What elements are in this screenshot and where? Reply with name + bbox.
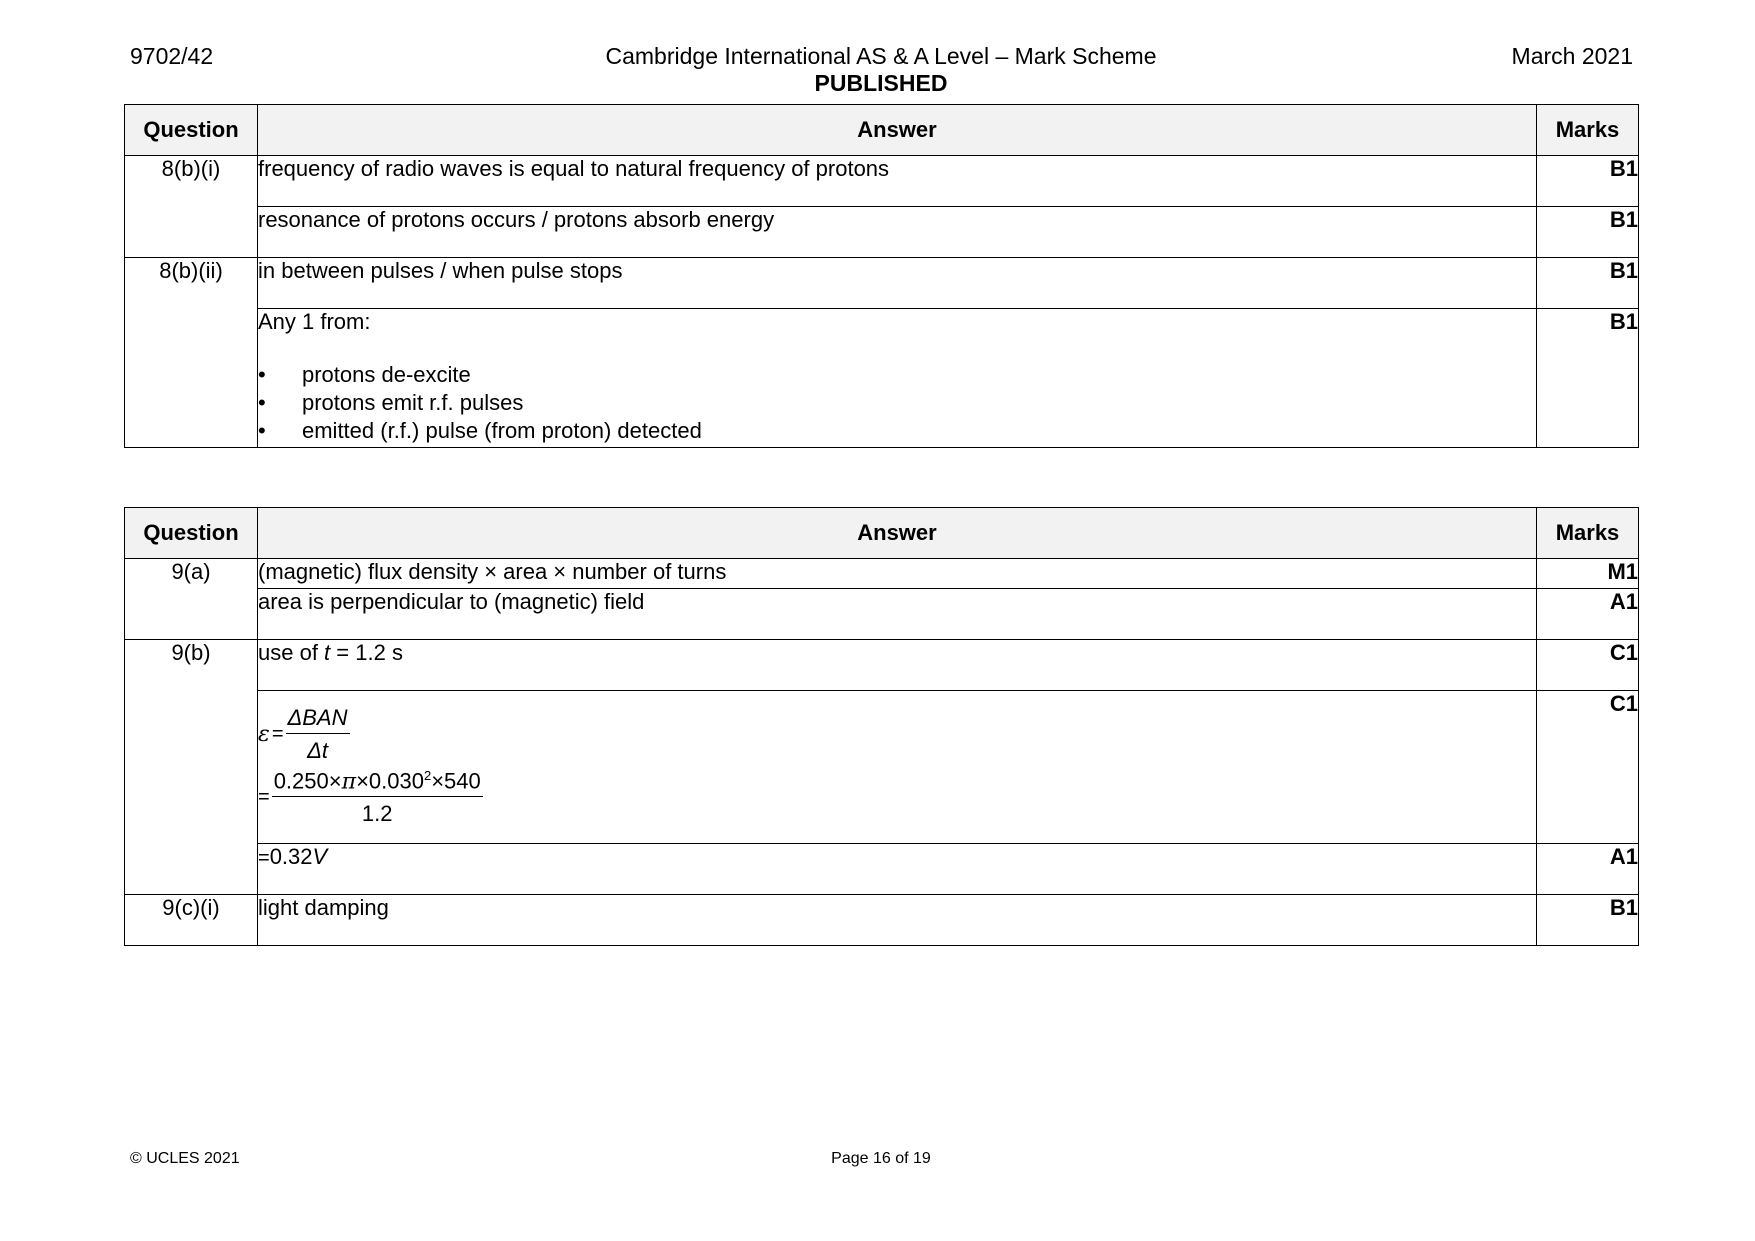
mark-cell: C1 xyxy=(1537,640,1639,691)
list-item: • protons emit r.f. pulses xyxy=(258,389,1536,417)
question-label: 8(b)(i) xyxy=(125,156,258,258)
list-item: • emitted (r.f.) pulse (from proton) detected xyxy=(258,417,1536,445)
any-one-from-label: Any 1 from: xyxy=(258,309,371,334)
equation-line-1 xyxy=(258,705,1536,764)
mark-cell: C1 xyxy=(1537,691,1639,844)
question-label: 9(b) xyxy=(125,640,258,895)
mark-scheme-table-2 xyxy=(124,507,1639,946)
mark-cell: B1 xyxy=(1537,258,1639,309)
equation-cell xyxy=(258,691,1537,844)
table-row xyxy=(125,589,1639,640)
numerator-part: ×540 xyxy=(431,768,481,794)
exam-date: March 2021 xyxy=(1511,43,1633,69)
answer-cell: resonance of protons occurs / protons absorb energy xyxy=(258,207,1537,258)
answer-prefix: use of xyxy=(258,640,325,665)
table-row xyxy=(125,156,1639,207)
mark-cell: B1 xyxy=(1537,207,1639,258)
answer-suffix: = 1.2 s xyxy=(330,640,403,665)
copyright-notice: © UCLES 2021 xyxy=(130,1150,240,1167)
result-unit: V xyxy=(312,844,328,870)
table-header-row xyxy=(125,105,1639,156)
mark-cell: A1 xyxy=(1537,589,1639,640)
question-column-header: Question xyxy=(125,508,258,559)
answer-cell xyxy=(258,844,1537,895)
numerator: ΔBAN xyxy=(286,705,350,734)
mark-scheme-table-1 xyxy=(124,104,1639,448)
fraction xyxy=(272,768,483,827)
equals-sign: = xyxy=(271,723,284,745)
equation-line-2 xyxy=(258,768,1536,827)
denominator: Δt xyxy=(307,738,328,763)
answer-cell: (magnetic) flux density × area × number of turns xyxy=(258,559,1537,589)
table-row xyxy=(125,309,1639,448)
mark-cell: A1 xyxy=(1537,844,1639,895)
question-column-header: Question xyxy=(125,105,258,156)
table-row xyxy=(125,895,1639,946)
marks-column-header: Marks xyxy=(1537,105,1639,156)
table-row xyxy=(125,207,1639,258)
table-row xyxy=(125,559,1639,589)
result-value: 0.32 xyxy=(269,844,313,870)
answer-cell xyxy=(258,309,1537,448)
table-row xyxy=(125,258,1639,309)
paper-code: 9702/42 xyxy=(130,43,214,69)
table-header-row xyxy=(125,508,1639,559)
answer-cell: light damping xyxy=(258,895,1537,946)
title-text: Cambridge International AS & A Level – Mark Scheme xyxy=(605,43,1157,69)
mark-cell: B1 xyxy=(1537,895,1639,946)
numerator xyxy=(272,768,483,797)
question-label: 9(c)(i) xyxy=(125,895,258,946)
table-row xyxy=(125,844,1639,895)
answer-cell: in between pulses / when pulse stops xyxy=(258,258,1537,309)
mark-cell: M1 xyxy=(1537,559,1639,589)
list-item: • protons de-excite xyxy=(258,361,1536,389)
mark-cell: B1 xyxy=(1537,156,1639,207)
question-label: 8(b)(ii) xyxy=(125,258,258,448)
page-number: Page 16 of 19 xyxy=(831,1150,931,1167)
bullet-list xyxy=(258,361,1536,445)
published-label: PUBLISHED xyxy=(814,70,948,96)
numerator-part: 0.250× xyxy=(273,768,342,794)
answer-cell: area is perpendicular to (magnetic) field xyxy=(258,589,1537,640)
denominator: 1.2 xyxy=(361,801,393,827)
exponent: 2 xyxy=(423,768,432,783)
pi-symbol: π xyxy=(341,769,357,795)
answer-cell: frequency of radio waves is equal to natural frequency of protons xyxy=(258,156,1537,207)
document-title xyxy=(0,42,1755,97)
table-row xyxy=(125,691,1639,844)
table-row xyxy=(125,640,1639,691)
equals-sign: = xyxy=(258,786,270,809)
question-label: 9(a) xyxy=(125,559,258,640)
emf-symbol: ε xyxy=(258,722,270,747)
numerator-part: ×0.030 xyxy=(356,768,424,794)
answer-column-header: Answer xyxy=(258,105,1537,156)
answer-column-header: Answer xyxy=(258,508,1537,559)
marks-column-header: Marks xyxy=(1537,508,1639,559)
fraction xyxy=(286,705,350,764)
mark-cell: B1 xyxy=(1537,309,1639,448)
equals-sign: = xyxy=(258,847,270,870)
time-variable: t xyxy=(324,640,331,665)
answer-cell xyxy=(258,640,1537,691)
